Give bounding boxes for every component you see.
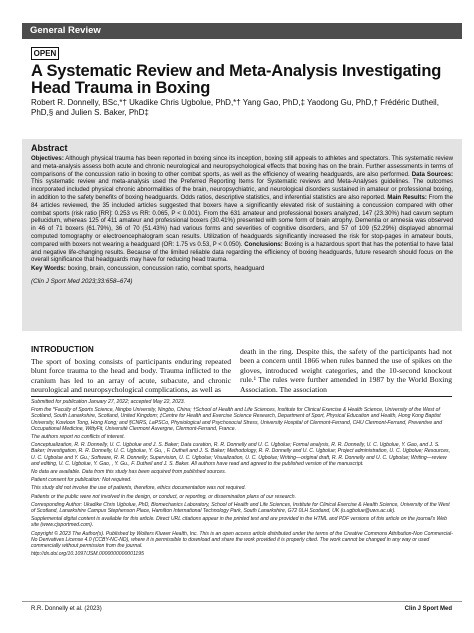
section-banner: General Review xyxy=(22,23,462,39)
keywords-label: Key Words: xyxy=(31,265,66,273)
fn-supplemental: Supplemental digital content is available for this article. Direct URL citations appear in the printed text and are provided in the HTML and PDF versions of this article on the journal's Web site (www.cjsportmed.com). xyxy=(31,516,447,529)
intro-right-text: death in the ring. Despite this, the safety of the participants had not been a concern until 1866 when rules banned the use of spikes on the gloves, introduced weight categories, and the 10-second knockout rule.¹ The rules were further amended in 1987 by the World Boxing Association. The association xyxy=(240,347,452,394)
footnote-divider xyxy=(31,396,452,397)
intro-left-text: The sport of boxing consists of participants enduring repeated blunt force trauma to the head and body. Trauma inflicted to the cranium has led to an array of acute, subacute, and chronic neurological and neuropsychological complications, as well as xyxy=(31,357,231,395)
footer-divider xyxy=(22,601,462,602)
keywords-line xyxy=(31,265,453,273)
fn-submitted: Submitted for publication January 27, 2022; accepted May 22, 2023. xyxy=(31,399,186,405)
intro-left-column xyxy=(31,345,231,395)
fn-data: No data are available. Data from this study has been acquired from published sources. xyxy=(31,469,227,476)
results-text: From the 84 articles reviewed, the 35 included articles suggested that boxers have a significantly elevated risk of sustaining a concussion compared with other combat sports (risk ratio [RR]: 0.253 vs RR: 0.065, P < 0.001). From the 631 amateur and professional boxers analyzed, 147 (23.30%) had cavum septum pellucidum, whereas 125 of 411 amateur and professional boxers (30.41%) presented with some form of brain atrophy. Dementia or amnesia was observed in 46 of 71 boxers (61.79%), 36 of 70 (51.43%) had various forms and severities of cognitive disorders, and 57 of 109 (52.29%) displayed abnormal computed tomography or electroencephalogram scan results. Utilization of headguards significantly increased the risk for stop-pages in amateur bouts, compared with boxers not wearing a headguard (OR: 1.75 vs 0.53, P < 0.050). xyxy=(31,193,454,248)
fn-ethics: This study did not involve the use of patients, therefore, ethics documentation was not required. xyxy=(31,485,246,492)
datasources-label: Data Sources: xyxy=(411,170,453,178)
keywords-text: boxing, brain, concussion, concussion ratio, combat sports, headguard xyxy=(67,265,265,273)
objectives-text: Although physical trauma has been reported in boxing since its inception, boxing still appeals to athletes and spectators. This systematic review and meta-analysis assess both acute and chronic neurological and neuropsychological effects that boxing has on the brain. Further assessments in terms of comparisons of the concussion ratio in boxing to other combat sports, as well as the efficiency of wearing headguards, are also performed. xyxy=(31,155,453,178)
fn-correspondence: Corresponding Author: Ukadike Chris Ugbolue, PhD, Biomechanics Laboratory, School of Health and Life Sciences, Institute for Clinical Exercise & Health Science, University of the West of Scotland, Lanarkshire Campus Stephenson Place, Hamilton International Technology Park, South Lanarkshire, G72 0LH Scotland, UK (u.ugbolue@uws.ac.uk). xyxy=(31,501,450,515)
article-title: A Systematic Review and Meta-Analysis Investigating Head Trauma in Boxing xyxy=(31,62,442,97)
fn-copyright: Copyright © 2023 The Author(s). Published by Wolters Kluwer Health, Inc. This is an open access article distributed under the terms of the Creative Commons Attribution-Non Commercial-No Derivatives License 4.0 (CCBY-NC-ND), where it is permissible to download and share the work provided it is properly cited. The work cannot be changed in any way or used commercially without permission from the journal. xyxy=(31,530,453,550)
fn-affiliations: From the *Faculty of Sports Science, Ningbo University, Ningbo, China; †School of Health and Life Sciences, Institute for Clinical Exercise & Health Science, University of the West of Scotland, South Lanarkshire, Scotland, United Kingdom; ‡Centre for Health and Exercise Science Research, Department of Sport, Physical Education and Health, Hong Kong Baptist University, Kowloon Tong, Hong Kong; and §CNRS, LaPSCo, Physiological and Psychosocial Stress, University Hospital of Clermont-Ferrand, CHU Clermont-Ferrand, Preventive and Occupational Medicine, WittyFit, Université Clermont Auvergne, Clermont-Ferrand, France. xyxy=(31,407,443,432)
abstract-body xyxy=(31,155,453,264)
intro-heading: INTRODUCTION xyxy=(31,345,94,354)
open-access-badge: OPEN xyxy=(31,47,59,60)
footer-author: R.R. Donnelly et al. (2023) xyxy=(31,606,102,612)
datasources-text: This systematic review and meta-analysis used the Preferred Reporting Items for Systematic reviews and Meta-Analyses guidelines. The outcomes incorporated included physical chronic abnormalities of the brain, neuropsychiatric, and neurological disorders sustained in amateur or professional boxing, in addition to the safety benefits of boxing headguards. Odds ratios, descriptive statistics, and inferential statistics are also reported. xyxy=(31,178,453,201)
results-label: Main Results: xyxy=(387,193,427,201)
intro-right-column xyxy=(240,347,452,394)
journal-citation: (Clin J Sport Med 2023;33:658–674) xyxy=(31,278,133,286)
footer-journal: Clin J Sport Med xyxy=(404,606,452,612)
fn-contributions: Conceptualization, R. R. Donnelly, U. C. Ugbolue and J. S. Baker; Data curation, R. R. Donnelly and U. C. Ugbolue; Formal analysis, R. R. Donnelly, U. C. Ugbolue, Y. Gao, and J. S. Baker; Investigation, R. R. Donnelly, U. C. Ugbolue, Y. Gu, , F. Dutheil and J. S. Baker; Methodology, R. R. Donnelly and U. C. Ugbolue; Project administration, U. C. Ugbolue; Resources, U. C. Ugbolue and Y. Gu.; Software, R. R. Donnelly; Supervision, U. C. Ugbolue; Visualization, U. C. Ugbolue; Writing—original draft, R. R. Donnelly and U. C. Ugbolue; Writing—review and editing, U. C. Ugbolue, Y. Gao, , Y. Gu., F. Dutheil and J. S. Baker. All authors have read and agreed to the published version of the manuscript. xyxy=(31,442,451,467)
conclusions-label: Conclusions: xyxy=(244,240,283,248)
conclusions-text: Boxing is a hazardous sport that has the potential to have fatal and negative life-changing results. Because of the limited reliable data regarding the efficiency of boxing headguards, future research should focus on the overall significance that headguards may have for reducing head trauma. xyxy=(31,240,453,264)
fn-doi-link[interactable]: http://dx.doi.org/10.1097/JSM.0000000000001195 xyxy=(31,551,144,558)
abstract-box xyxy=(22,139,462,331)
fn-conflicts: The authors report no conflicts of interest. xyxy=(31,434,125,441)
fn-involvement: Patients or the public were not involved in the design, or conduct, or reporting, or dissemination plans of our research. xyxy=(31,493,297,500)
fn-consent: Patient consent for publication: Not required. xyxy=(31,477,132,484)
author-list: Robert R. Donnelly, BSc,*† Ukadike Chris Ugbolue, PhD,*† Yang Gao, PhD,‡ Yaodong Gu, PhD,† Frédéric Dutheil, PhD,§ and Julien S. Baker, PhD‡ xyxy=(31,98,439,117)
footnotes xyxy=(31,399,454,559)
objectives-label: Objectives: xyxy=(31,155,64,162)
abstract-heading: Abstract xyxy=(31,143,68,153)
